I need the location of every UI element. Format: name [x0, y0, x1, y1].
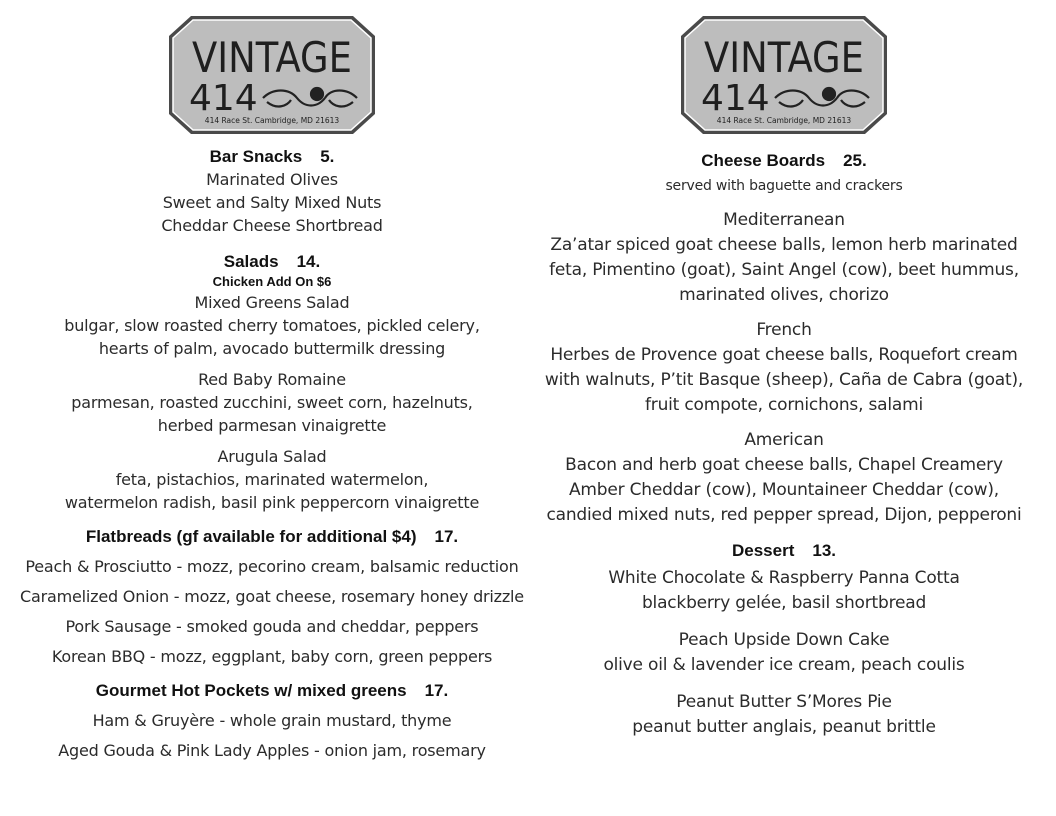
- flatbread-item: Caramelized Onion - mozz, goat cheese, rosemary honey drizzle: [20, 587, 524, 606]
- cheese-boards-section: [536, 150, 1032, 528]
- salad-desc: feta, pistachios, marinated watermelon,: [115, 470, 429, 489]
- salad-name: Mixed Greens Salad: [194, 293, 350, 312]
- board-desc: fruit compote, cornichons, salami: [645, 395, 923, 415]
- left-menu-column: [16, 0, 528, 762]
- dessert-name: White Chocolate & Raspberry Panna Cotta: [608, 568, 960, 588]
- section-title: Gourmet Hot Pockets w/ mixed greens 17.: [95, 681, 449, 700]
- salad-desc: bulgar, slow roasted cherry tomatoes, pickled celery,: [64, 316, 480, 335]
- salad-name: Arugula Salad: [217, 447, 327, 466]
- logo-name-line1: VINTAGE: [704, 33, 864, 82]
- menu-item: Marinated Olives: [206, 170, 338, 189]
- flatbread-item: Pork Sausage - smoked gouda and cheddar, peppers: [65, 617, 479, 636]
- vintage-414-logo: [679, 14, 889, 136]
- section-title: Flatbreads (gf available for additional $4) 17.: [85, 527, 459, 546]
- dessert-name: Peanut Butter S’Mores Pie: [676, 692, 892, 712]
- logo-name-line2: 414: [189, 78, 258, 119]
- salad-desc: hearts of palm, avocado buttermilk dressing: [98, 339, 446, 358]
- dessert-desc: peanut butter anglais, peanut brittle: [632, 717, 936, 737]
- hot-pocket-item: Aged Gouda & Pink Lady Apples - onion jam, rosemary: [58, 741, 486, 760]
- menu-item: Cheddar Cheese Shortbread: [161, 216, 383, 235]
- board-desc: Za’atar spiced goat cheese balls, lemon herb marinated: [550, 235, 1018, 255]
- salads-section: [16, 251, 528, 514]
- hot-pockets-section: [16, 680, 528, 762]
- board-desc: candied mixed nuts, red pepper spread, Dijon, pepperoni: [546, 505, 1022, 525]
- salad-name: Red Baby Romaine: [198, 370, 346, 389]
- menu-item: Sweet and Salty Mixed Nuts: [162, 193, 382, 212]
- section-title: Salads 14.: [223, 252, 321, 271]
- board-desc: feta, Pimentino (goat), Saint Angel (cow), beet hummus,: [549, 260, 1019, 280]
- bar-snacks-section: [16, 146, 528, 237]
- salad-desc: herbed parmesan vinaigrette: [157, 416, 387, 435]
- board-desc: with walnuts, P’tit Basque (sheep), Caña de Cabra (goat),: [544, 370, 1024, 390]
- logo-address: 414 Race St. Cambridge, MD 21613: [204, 116, 340, 125]
- board-name: French: [756, 320, 812, 340]
- board-desc: marinated olives, chorizo: [679, 285, 889, 305]
- board-name: American: [744, 430, 824, 450]
- logo-name-line1: VINTAGE: [192, 33, 352, 82]
- board-desc: Bacon and herb goat cheese balls, Chapel Creamery: [565, 455, 1003, 475]
- right-menu-column: [536, 0, 1032, 740]
- board-desc: Herbes de Provence goat cheese balls, Roquefort cream: [550, 345, 1018, 365]
- hot-pocket-item: Ham & Gruyère - whole grain mustard, thyme: [92, 711, 452, 730]
- dessert-name: Peach Upside Down Cake: [678, 630, 890, 650]
- dessert-desc: olive oil & lavender ice cream, peach coulis: [603, 655, 965, 675]
- section-title: Bar Snacks 5.: [209, 147, 335, 166]
- flatbread-item: Peach & Prosciutto - mozz, pecorino cream, balsamic reduction: [25, 557, 519, 576]
- chicken-add-on-note: Chicken Add On $6: [212, 274, 332, 289]
- logo-name-line2: 414: [701, 78, 770, 119]
- section-title: Cheese Boards 25.: [701, 151, 867, 170]
- dessert-section: [536, 540, 1032, 740]
- dessert-desc: blackberry gelée, basil shortbread: [641, 593, 927, 613]
- section-title: Dessert 13.: [731, 541, 836, 560]
- cheese-boards-subtitle: served with baguette and crackers: [665, 178, 903, 194]
- board-desc: Amber Cheddar (cow), Mountaineer Cheddar (cow),: [569, 480, 999, 500]
- flatbreads-section: [16, 526, 528, 668]
- salad-desc: parmesan, roasted zucchini, sweet corn, hazelnuts,: [71, 393, 473, 412]
- vintage-414-logo: [167, 14, 377, 136]
- flatbread-item: Korean BBQ - mozz, eggplant, baby corn, green peppers: [51, 647, 493, 666]
- logo-address: 414 Race St. Cambridge, MD 21613: [716, 116, 852, 125]
- salad-desc: watermelon radish, basil pink peppercorn vinaigrette: [64, 493, 480, 512]
- board-name: Mediterranean: [723, 210, 845, 230]
